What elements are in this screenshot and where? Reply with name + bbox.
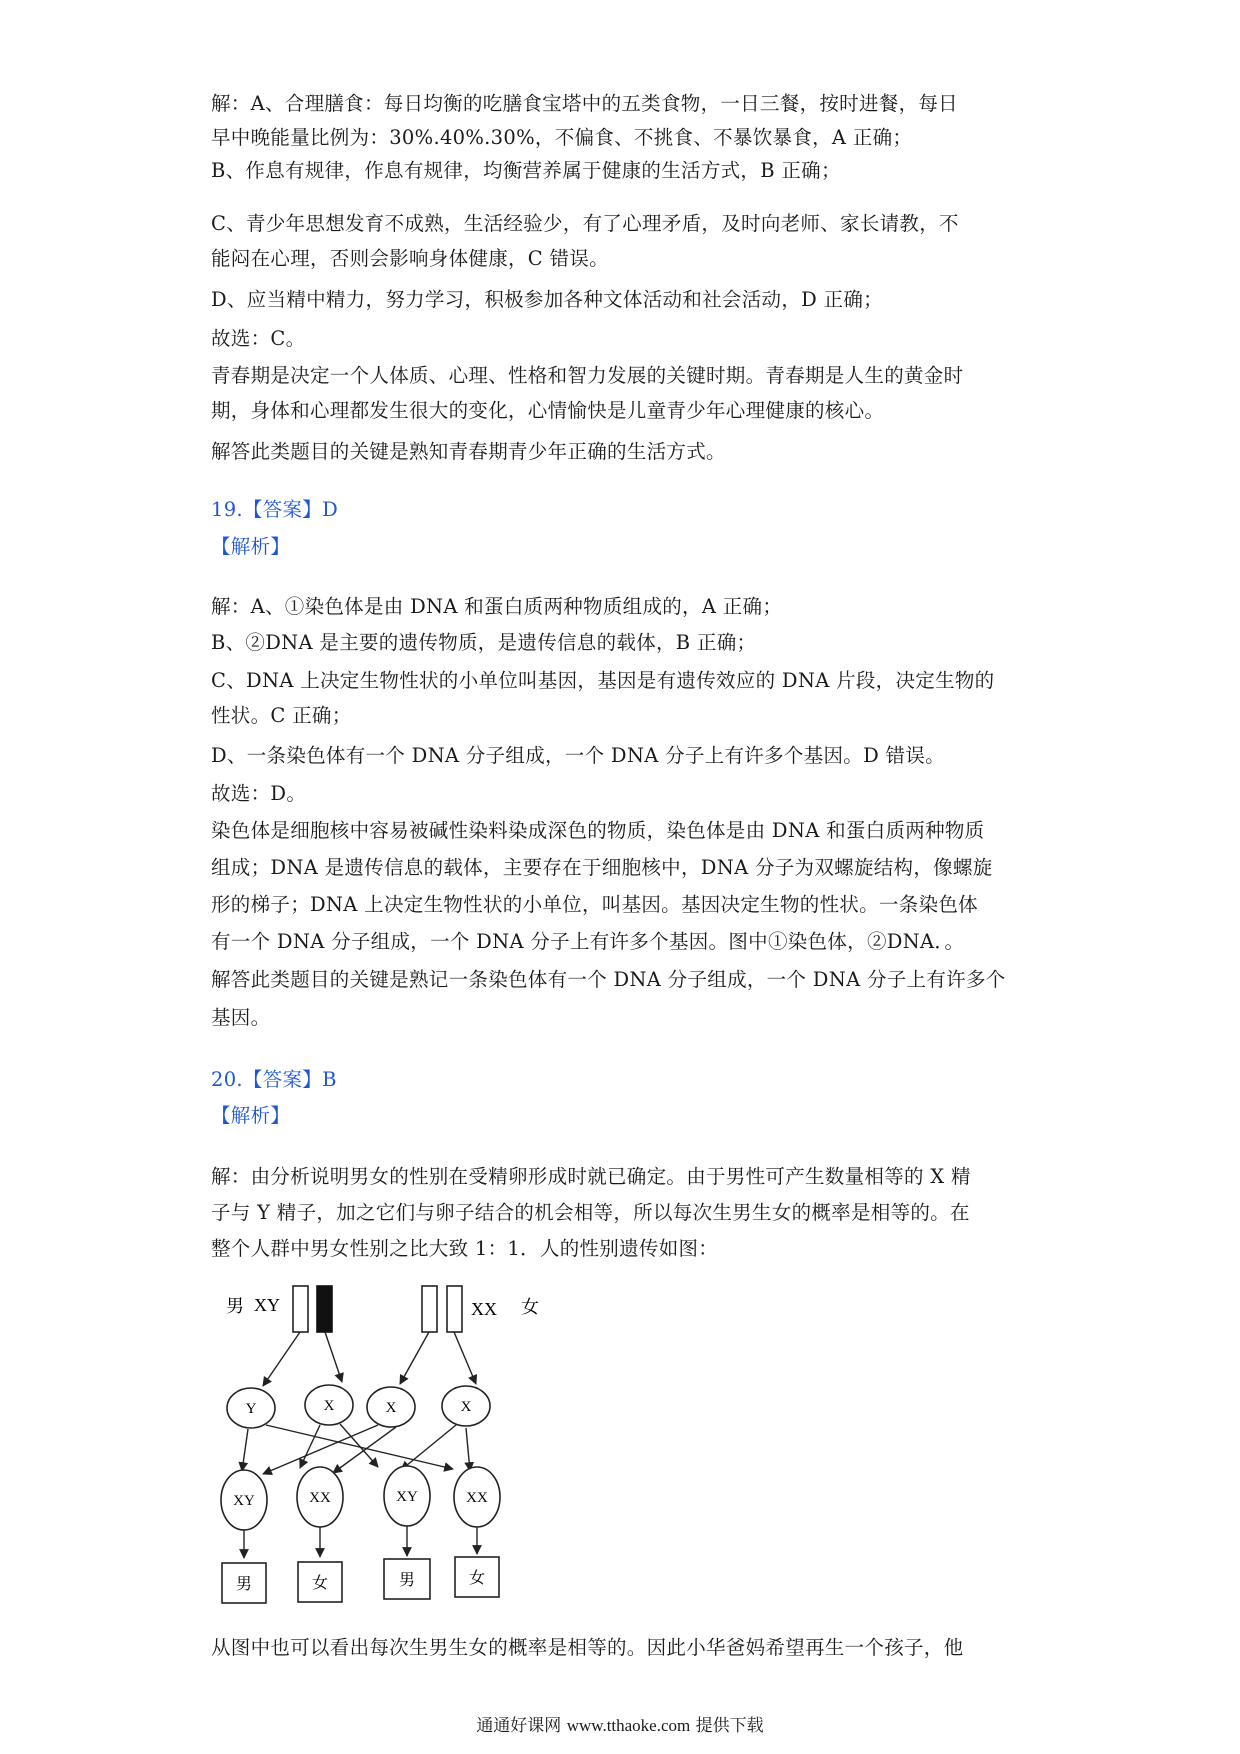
q19-text-line: 解答此类题目的关键是熟记一条染色体有一个 DNA 分子组成，一个 DNA 分子上有许多个 — [211, 968, 1006, 991]
offspring-label: 女 — [468, 1570, 486, 1587]
gamete-label: Y — [245, 1401, 257, 1417]
father-label: 男 — [226, 1296, 244, 1316]
mother-x-chromosome — [447, 1286, 462, 1332]
q18-text-line: 故选：C。 — [211, 327, 306, 350]
zygote-label: XX — [466, 1490, 488, 1506]
mother-x-chromosome — [422, 1286, 437, 1332]
gamete-label: X — [385, 1400, 397, 1416]
q18-text-line: 期，身体和心理都发生很大的变化，心情愉快是儿童青少年心理健康的核心。 — [211, 399, 885, 422]
father-y-chromosome — [317, 1286, 332, 1332]
q20-text-line: 子与 Y 精子，加之它们与卵子结合的机会相等，所以每次生男生女的概率是相等的。在 — [211, 1201, 970, 1224]
gamete-label: X — [323, 1398, 335, 1414]
offspring-label: 女 — [311, 1575, 329, 1592]
q18-text-line: B、作息有规律，作息有规律，均衡营养属于健康的生活方式，B 正确； — [211, 159, 841, 182]
gamete-label: X — [460, 1399, 472, 1415]
q18-text-line: 能闷在心理，否则会影响身体健康，C 错误。 — [211, 247, 609, 270]
q19-text-line: C、DNA 上决定生物性状的小单位叫基因，基因是有遗传效应的 DNA 片段，决定生物的 — [211, 669, 995, 692]
q19-text-line: 形的梯子；DNA 上决定生物性状的小单位，叫基因。基因决定生物的性状。一条染色体 — [211, 893, 978, 916]
q20-text-line: 从图中也可以看出每次生男生女的概率是相等的。因此小华爸妈希望再生一个孩子，他 — [211, 1636, 964, 1659]
q20-text-line: 解：由分析说明男女的性别在受精卵形成时就已确定。由于男性可产生数量相等的 X 精 — [211, 1165, 971, 1188]
q20-analysis-heading: 【解析】 — [211, 1104, 291, 1127]
q19-text-line: 染色体是细胞核中容易被碱性染料染成深色的物质，染色体是由 DNA 和蛋白质两种物质 — [211, 819, 985, 842]
q18-text-line: C、青少年思想发育不成熟，生活经验少，有了心理矛盾，及时向老师、家长请教，不 — [211, 212, 959, 235]
q19-text-line: 组成；DNA 是遗传信息的载体，主要存在于细胞核中，DNA 分子为双螺旋结构，像螺旋 — [211, 856, 993, 879]
q18-text-line: 解答此类题目的关键是熟知青春期青少年正确的生活方式。 — [211, 440, 726, 463]
zygote-label: XX — [309, 1490, 331, 1506]
footer-url[interactable]: www.tthaoke.com — [566, 1716, 691, 1735]
q19-text-line: D、一条染色体有一个 DNA 分子组成，一个 DNA 分子上有许多个基因。D 错误。 — [211, 744, 945, 767]
zygote-label: XY — [396, 1489, 418, 1505]
zygote-label: XY — [233, 1493, 255, 1509]
q20-text-line: 整个人群中男女性别之比大致 1：1．人的性别遗传如图： — [211, 1237, 719, 1260]
q19-text-line: 有一个 DNA 分子组成，一个 DNA 分子上有许多个基因。图中①染色体，②DNA．。 — [211, 930, 965, 953]
offspring-label: 男 — [235, 1576, 253, 1593]
footer-suffix: 提供下载 — [695, 1716, 764, 1736]
father-x-chromosome — [293, 1286, 308, 1332]
q19-text-line: B、②DNA 是主要的遗传物质，是遗传信息的载体，B 正确； — [211, 631, 757, 654]
q18-text-line: 解：A、合理膳食：每日均衡的吃膳食宝塔中的五类食物，一日三餐，按时进餐，每日 — [211, 92, 958, 115]
q19-text-line: 基因。 — [211, 1006, 271, 1029]
q19-answer-heading: 19.【答案】D — [211, 498, 339, 521]
sex-inheritance-diagram — [208, 1278, 544, 1614]
mother-label: 女 — [521, 1297, 539, 1317]
q18-text-line: D、应当精中精力，努力学习，积极参加各种文体活动和社会活动，D 正确； — [211, 288, 883, 311]
q19-analysis-heading: 【解析】 — [211, 535, 291, 558]
q18-text-line: 青春期是决定一个人体质、心理、性格和智力发展的关键时期。青春期是人生的黄金时 — [211, 364, 964, 387]
q19-text-line: 性状。C 正确； — [211, 704, 352, 727]
q18-text-line: 早中晚能量比例为：30%.40%.30%，不偏食、不挑食、不暴饮暴食，A 正确； — [211, 126, 913, 149]
q20-answer-heading: 20.【答案】B — [211, 1068, 337, 1091]
mother-genotype: XX — [471, 1299, 497, 1319]
father-genotype: XY — [254, 1295, 280, 1315]
q19-text-line: 故选：D。 — [211, 782, 307, 805]
footer-site-name: 通通好课网 — [476, 1716, 562, 1736]
offspring-label: 男 — [398, 1572, 416, 1589]
q19-text-line: 解：A、①染色体是由 DNA 和蛋白质两种物质组成的，A 正确； — [211, 595, 783, 618]
page-footer — [0, 1714, 1240, 1738]
